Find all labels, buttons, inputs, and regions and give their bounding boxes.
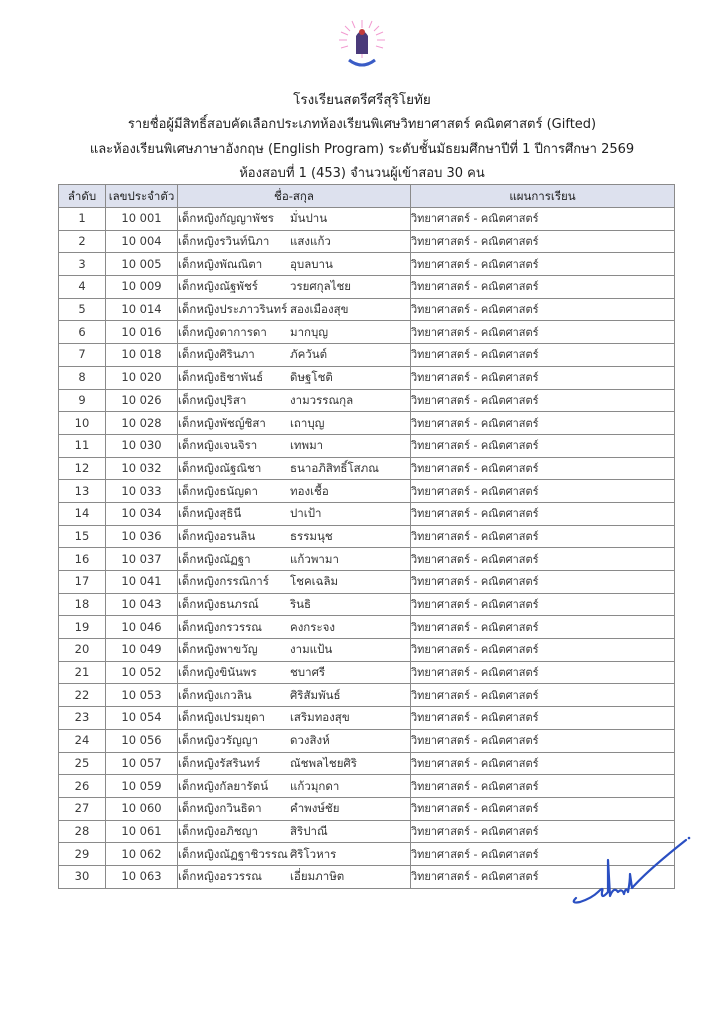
candidate-name [178, 230, 411, 253]
study-plan: วิทยาศาสตร์ - คณิตศาสตร์ [411, 639, 675, 662]
last-name: เสริมทองสุข [290, 710, 350, 725]
last-name: แสงแก้ว [290, 234, 331, 249]
table-row [59, 593, 675, 616]
study-plan: วิทยาศาสตร์ - คณิตศาสตร์ [411, 457, 675, 480]
candidate-id: 10 030 [106, 434, 178, 457]
school-emblem-icon [337, 18, 387, 68]
first-name: เด็กหญิงเปรมยุดา [178, 710, 266, 725]
study-plan: วิทยาศาสตร์ - คณิตศาสตร์ [411, 661, 675, 684]
row-number: 2 [59, 230, 106, 253]
column-header-study-plan: แผนการเรียน [411, 185, 675, 208]
table-row [59, 412, 675, 435]
table-row [59, 797, 675, 820]
column-header-number: ลำดับ [59, 185, 106, 208]
candidate-id: 10 046 [106, 616, 178, 639]
candidate-id: 10 041 [106, 571, 178, 594]
candidate-id: 10 033 [106, 480, 178, 503]
first-name: เด็กหญิงอรนลิน [178, 528, 256, 543]
first-name: เด็กหญิงกวินธิดา [178, 801, 262, 816]
column-header-id: เลขประจำตัว [106, 185, 178, 208]
candidate-name [178, 480, 411, 503]
row-number: 18 [59, 593, 106, 616]
table-row [59, 616, 675, 639]
study-plan: วิทยาศาสตร์ - คณิตศาสตร์ [411, 389, 675, 412]
study-plan: วิทยาศาสตร์ - คณิตศาสตร์ [411, 729, 675, 752]
candidate-name [178, 593, 411, 616]
row-number: 30 [59, 865, 106, 888]
study-plan: วิทยาศาสตร์ - คณิตศาสตร์ [411, 321, 675, 344]
last-name: คำพงษ์ชัย [290, 801, 340, 816]
study-plan: วิทยาศาสตร์ - คณิตศาสตร์ [411, 707, 675, 730]
document-title-line-1: รายชื่อผู้มีสิทธิ์สอบคัดเลือกประเภทห้องเรียนพิเศษวิทยาศาสตร์ คณิตศาสตร์ (Gifted) [127, 117, 597, 132]
first-name: เด็กหญิงกรรณิการ์ [178, 574, 269, 589]
table-row [59, 208, 675, 231]
first-name: เด็กหญิงกัลยารัตน์ [178, 778, 269, 793]
last-name: เถาบุญ [290, 415, 325, 430]
table-row [59, 366, 675, 389]
study-plan: วิทยาศาสตร์ - คณิตศาสตร์ [411, 752, 675, 775]
study-plan: วิทยาศาสตร์ - คณิตศาสตร์ [411, 797, 675, 820]
candidate-id: 10 037 [106, 548, 178, 571]
first-name: เด็กหญิงพัณณิตา [178, 256, 263, 271]
row-number: 16 [59, 548, 106, 571]
candidate-name [178, 253, 411, 276]
row-number: 15 [59, 525, 106, 548]
first-name: เด็กหญิงณัฐณิชา [178, 460, 262, 475]
row-number: 23 [59, 707, 106, 730]
table-row [59, 321, 675, 344]
candidate-id: 10 049 [106, 639, 178, 662]
row-number: 3 [59, 253, 106, 276]
last-name: มากบุญ [290, 324, 329, 339]
candidate-id: 10 054 [106, 707, 178, 730]
first-name: เด็กหญิงณัฐพัชร์ [178, 279, 258, 294]
candidate-name [178, 321, 411, 344]
candidate-name [178, 775, 411, 798]
study-plan: วิทยาศาสตร์ - คณิตศาสตร์ [411, 366, 675, 389]
candidate-name [178, 412, 411, 435]
candidate-id: 10 043 [106, 593, 178, 616]
last-name: วรยศกุลไชย [290, 279, 352, 294]
last-name: ศิริโวหาร [290, 846, 337, 861]
last-name: ศิริสัมพันธ์ [290, 687, 341, 702]
last-name: แก้วมุกดา [290, 778, 340, 793]
candidate-id: 10 057 [106, 752, 178, 775]
candidate-id: 10 009 [106, 276, 178, 299]
study-plan: วิทยาศาสตร์ - คณิตศาสตร์ [411, 276, 675, 299]
row-number: 26 [59, 775, 106, 798]
candidate-name [178, 434, 411, 457]
document-title-line-2: และห้องเรียนพิเศษภาษาอังกฤษ (English Program) ระดับชั้นมัธยมศึกษาปีที่ 1 ปีการศึกษา 2569 [89, 142, 635, 157]
candidate-id: 10 063 [106, 865, 178, 888]
candidate-name [178, 707, 411, 730]
first-name: เด็กหญิงประภาวรินทร์ [178, 302, 288, 317]
last-name: สิริปาณี [290, 823, 328, 838]
study-plan: วิทยาศาสตร์ - คณิตศาสตร์ [411, 344, 675, 367]
last-name: เทพมา [290, 438, 324, 453]
candidate-name [178, 729, 411, 752]
study-plan: วิทยาศาสตร์ - คณิตศาสตร์ [411, 208, 675, 231]
first-name: เด็กหญิงปุริสา [178, 392, 247, 407]
study-plan: วิทยาศาสตร์ - คณิตศาสตร์ [411, 298, 675, 321]
candidate-id: 10 034 [106, 502, 178, 525]
candidate-id: 10 032 [106, 457, 178, 480]
candidate-id: 10 016 [106, 321, 178, 344]
row-number: 1 [59, 208, 106, 231]
study-plan: วิทยาศาสตร์ - คณิตศาสตร์ [411, 480, 675, 503]
last-name: อุบลบาน [290, 256, 333, 271]
table-row [59, 548, 675, 571]
last-name: เอี่ยมภาษิต [290, 869, 345, 884]
candidate-id: 10 059 [106, 775, 178, 798]
row-number: 19 [59, 616, 106, 639]
first-name: เด็กหญิงเกวลิน [178, 687, 252, 702]
candidate-name [178, 571, 411, 594]
candidate-name [178, 502, 411, 525]
candidate-name [178, 752, 411, 775]
first-name: เด็กหญิงณัฏฐา [178, 551, 251, 566]
row-number: 12 [59, 457, 106, 480]
first-name: เด็กหญิงพัชญ์ชิสา [178, 415, 266, 430]
candidate-name [178, 797, 411, 820]
candidate-name [178, 389, 411, 412]
column-header-name: ชื่อ-สกุล [178, 185, 411, 208]
last-name: ดิษฐโชติ [290, 370, 333, 385]
last-name: ปาเป้า [290, 506, 322, 521]
first-name: เด็กหญิงรัสรินทร์ [178, 755, 261, 770]
candidate-name [178, 298, 411, 321]
exam-room-info: ห้องสอบที่ 1 (453) จำนวนผู้เข้าสอบ 30 คน [239, 166, 485, 181]
row-number: 29 [59, 843, 106, 866]
last-name: รินธิ [290, 597, 312, 612]
candidate-name [178, 208, 411, 231]
row-number: 27 [59, 797, 106, 820]
table-row [59, 434, 675, 457]
candidate-id: 10 036 [106, 525, 178, 548]
candidate-id: 10 020 [106, 366, 178, 389]
row-number: 9 [59, 389, 106, 412]
table-row [59, 639, 675, 662]
first-name: เด็กหญิงธิชาพันธ์ [178, 370, 264, 385]
study-plan: วิทยาศาสตร์ - คณิตศาสตร์ [411, 684, 675, 707]
candidate-name [178, 457, 411, 480]
first-name: เด็กหญิงพาขวัญ [178, 642, 258, 657]
first-name: เด็กหญิงธนัญดา [178, 483, 258, 498]
study-plan: วิทยาศาสตร์ - คณิตศาสตร์ [411, 865, 675, 888]
study-plan: วิทยาศาสตร์ - คณิตศาสตร์ [411, 593, 675, 616]
row-number: 10 [59, 412, 106, 435]
first-name: เด็กหญิงกัญญาพัชร [178, 211, 274, 226]
row-number: 4 [59, 276, 106, 299]
first-name: เด็กหญิงขินันพร [178, 665, 257, 680]
candidate-name [178, 548, 411, 571]
candidate-id: 10 062 [106, 843, 178, 866]
candidate-id: 10 014 [106, 298, 178, 321]
first-name: เด็กหญิงศิรินภา [178, 347, 255, 362]
candidate-name [178, 661, 411, 684]
candidate-id: 10 061 [106, 820, 178, 843]
candidate-name [178, 276, 411, 299]
first-name: เด็กหญิงรวินท์นิภา [178, 234, 270, 249]
table-row [59, 571, 675, 594]
candidate-id: 10 026 [106, 389, 178, 412]
candidate-id: 10 018 [106, 344, 178, 367]
last-name: โชคเฉลิม [290, 574, 339, 589]
candidate-id: 10 004 [106, 230, 178, 253]
study-plan: วิทยาศาสตร์ - คณิตศาสตร์ [411, 548, 675, 571]
row-number: 6 [59, 321, 106, 344]
study-plan: วิทยาศาสตร์ - คณิตศาสตร์ [411, 525, 675, 548]
table-row [59, 344, 675, 367]
candidate-name [178, 639, 411, 662]
last-name: สองเมืองสุข [290, 302, 349, 317]
last-name: ดวงสิงห์ [290, 733, 330, 748]
candidate-id: 10 060 [106, 797, 178, 820]
table-row [59, 502, 675, 525]
candidate-id: 10 056 [106, 729, 178, 752]
candidate-table [58, 184, 675, 889]
study-plan: วิทยาศาสตร์ - คณิตศาสตร์ [411, 230, 675, 253]
first-name: เด็กหญิงกรวรรณ [178, 619, 262, 634]
table-row [59, 230, 675, 253]
last-name: คงกระจง [290, 619, 335, 634]
table-row [59, 480, 675, 503]
table-row [59, 775, 675, 798]
handwritten-signature-icon [568, 830, 693, 910]
last-name: ธนาอภิสิทธิ์โสภณ [290, 460, 379, 475]
candidate-name [178, 366, 411, 389]
table-row [59, 276, 675, 299]
study-plan: วิทยาศาสตร์ - คณิตศาสตร์ [411, 412, 675, 435]
row-number: 28 [59, 820, 106, 843]
row-number: 14 [59, 502, 106, 525]
last-name: ณัชพลไชยศิริ [290, 755, 357, 770]
last-name: ทองเชื้อ [290, 483, 329, 498]
row-number: 13 [59, 480, 106, 503]
study-plan: วิทยาศาสตร์ - คณิตศาสตร์ [411, 616, 675, 639]
first-name: เด็กหญิงอรวรรณ [178, 869, 262, 884]
row-number: 21 [59, 661, 106, 684]
row-number: 7 [59, 344, 106, 367]
study-plan: วิทยาศาสตร์ - คณิตศาสตร์ [411, 571, 675, 594]
table-row [59, 707, 675, 730]
row-number: 17 [59, 571, 106, 594]
study-plan: วิทยาศาสตร์ - คณิตศาสตร์ [411, 434, 675, 457]
table-row [59, 389, 675, 412]
table-row [59, 457, 675, 480]
first-name: เด็กหญิงวรัญญา [178, 733, 259, 748]
table-row [59, 752, 675, 775]
last-name: ชบาศรี [290, 665, 326, 680]
candidate-id: 10 005 [106, 253, 178, 276]
candidate-name [178, 820, 411, 843]
row-number: 24 [59, 729, 106, 752]
row-number: 5 [59, 298, 106, 321]
last-name: มั่นปาน [290, 211, 328, 226]
first-name: เด็กหญิงสุธินี [178, 506, 242, 521]
last-name: งามแป้น [290, 642, 333, 657]
candidate-name [178, 616, 411, 639]
candidate-id: 10 052 [106, 661, 178, 684]
last-name: ภัควันต์ [290, 347, 328, 362]
first-name: เด็กหญิงณัฏฐาชิวรรณ [178, 846, 288, 861]
table-row [59, 253, 675, 276]
candidate-name [178, 865, 411, 888]
first-name: เด็กหญิงอภิชญา [178, 823, 258, 838]
table-row [59, 661, 675, 684]
candidate-name [178, 843, 411, 866]
study-plan: วิทยาศาสตร์ - คณิตศาสตร์ [411, 502, 675, 525]
row-number: 25 [59, 752, 106, 775]
last-name: งามวรรณกุล [290, 392, 354, 407]
table-row [59, 729, 675, 752]
row-number: 22 [59, 684, 106, 707]
last-name: ธรรมนุช [290, 528, 333, 543]
table-row [59, 684, 675, 707]
row-number: 11 [59, 434, 106, 457]
school-name: โรงเรียนสตรีศรีสุริโยทัย [293, 92, 431, 108]
candidate-id: 10 053 [106, 684, 178, 707]
last-name: แก้วพามา [290, 551, 339, 566]
row-number: 8 [59, 366, 106, 389]
candidate-id: 10 028 [106, 412, 178, 435]
table-row [59, 525, 675, 548]
study-plan: วิทยาศาสตร์ - คณิตศาสตร์ [411, 820, 675, 843]
candidate-name [178, 684, 411, 707]
candidate-name [178, 344, 411, 367]
table-header-row [59, 185, 675, 208]
row-number: 20 [59, 639, 106, 662]
first-name: เด็กหญิงดาการดา [178, 324, 267, 339]
first-name: เด็กหญิงธนภรณ์ [178, 597, 259, 612]
candidate-name [178, 525, 411, 548]
study-plan: วิทยาศาสตร์ - คณิตศาสตร์ [411, 253, 675, 276]
study-plan: วิทยาศาสตร์ - คณิตศาสตร์ [411, 775, 675, 798]
table-row [59, 298, 675, 321]
first-name: เด็กหญิงเจนจิรา [178, 438, 258, 453]
candidate-id: 10 001 [106, 208, 178, 231]
study-plan: วิทยาศาสตร์ - คณิตศาสตร์ [411, 843, 675, 866]
